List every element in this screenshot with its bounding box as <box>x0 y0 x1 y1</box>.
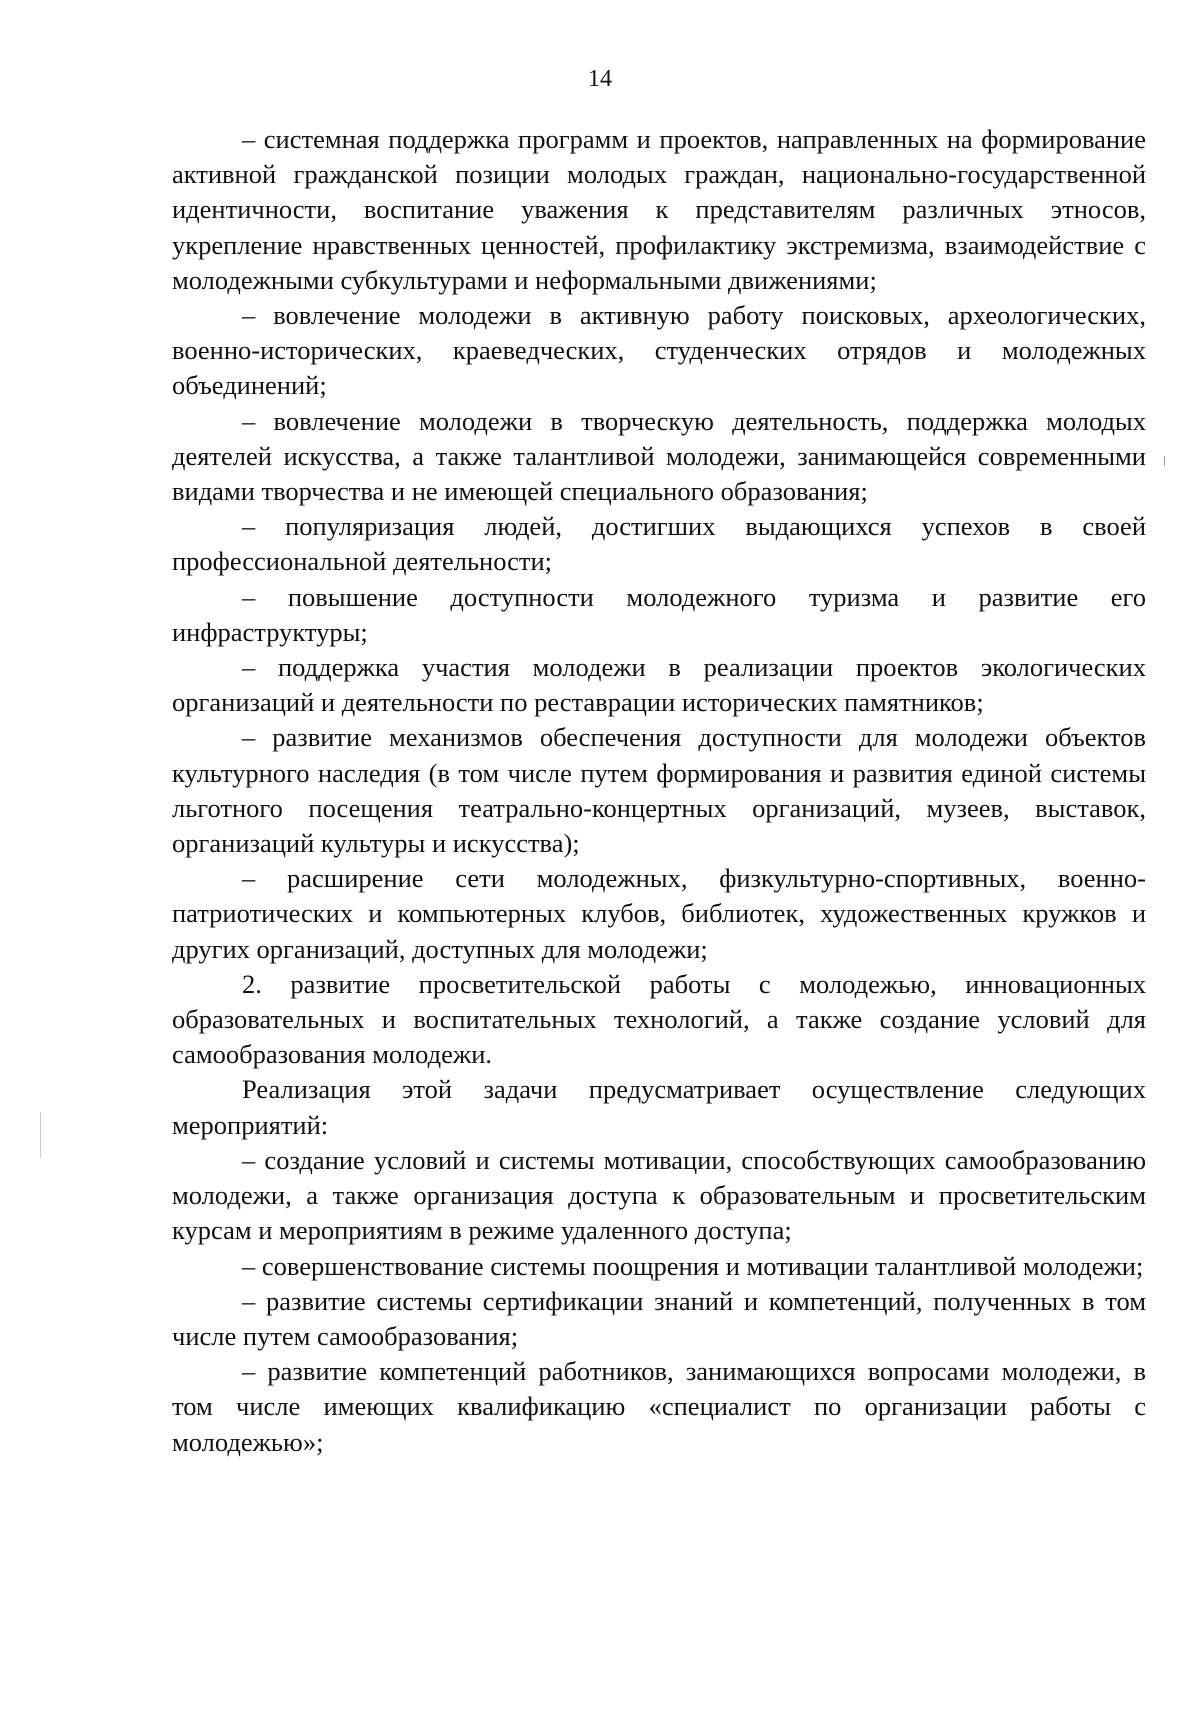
scan-artifact-mark <box>40 1112 41 1158</box>
list-item-ecological-projects: – поддержка участия молодежи в реализации проектов экологических организаций и деятельности по реставрации исторических памятников; <box>172 652 1146 718</box>
list-item-popularization-achievers: – популяризация людей, достигших выдающихся успехов в своей профессиональной деятельности; <box>172 511 1146 577</box>
scan-artifact-mark <box>1164 456 1165 466</box>
list-item-cultural-heritage-access: – развитие механизмов обеспечения доступности для молодежи объектов культурного наследия (в том числе путем формирования и развития единой системы льготного посещения театрально-концертных организаций, музеев, выставок, организаций культуры и искусства); <box>172 722 1146 859</box>
list-item-talent-motivation: – совершенствование системы поощрения и мотивации талантливой молодежи; <box>242 1250 1144 1281</box>
list-item-certification-system: – развитие системы сертификации знаний и компетенций, полученных в том числе путем самообразования; <box>172 1285 1146 1351</box>
list-item-staff-competencies: – развитие компетенций работников, занимающихся вопросами молодежи, в том числе имеющих квалификацию «специалист по организации работы с молодежью»; <box>172 1356 1146 1457</box>
list-item-clubs-network: – расширение сети молодежных, физкультурно-спортивных, военно-патриотических и компьютерных клубов, библиотек, художественных кружков и других организаций, доступных для молодежи; <box>172 863 1146 964</box>
document-body <box>172 122 1146 1460</box>
page-number: 14 <box>588 66 612 92</box>
task-implementation-intro: Реализация этой задачи предусматривает осуществление следующих мероприятий: <box>172 1074 1146 1140</box>
list-item-search-detachments: – вовлечение молодежи в активную работу поисковых, археологических, военно-исторических, краеведческих, студенческих отрядов и молодежных объединений; <box>172 300 1146 401</box>
list-item-creative-activity: – вовлечение молодежи в творческую деятельность, поддержка молодых деятелей искусства, а также талантливой молодежи, занимающейся современными видами творчества и не имеющей специального образования; <box>172 405 1146 507</box>
task-2-educational-work: 2. развитие просветительской работы с молодежью, инновационных образовательных и воспитательных технологий, а также создание условий для самообразования молодежи. <box>172 968 1146 1070</box>
list-item-youth-tourism: – повышение доступности молодежного туризма и развитие его инфраструктуры; <box>172 581 1146 647</box>
list-item-civic-position-support: – системная поддержка программ и проектов, направленных на формирование активной гражданской позиции молодых граждан, национально-государственной идентичности, воспитание уважения к представителям различных этносов, укрепление нравственных ценностей, профилактику экстремизма, взаимодействие с молодежными субкультурами и неформальными движениями; <box>172 124 1146 295</box>
list-item-self-education-conditions: – создание условий и системы мотивации, способствующих самообразованию молодежи, а также организация доступа к образовательным и просветительским курсам и мероприятиям в режиме удаленного доступа; <box>172 1144 1146 1246</box>
